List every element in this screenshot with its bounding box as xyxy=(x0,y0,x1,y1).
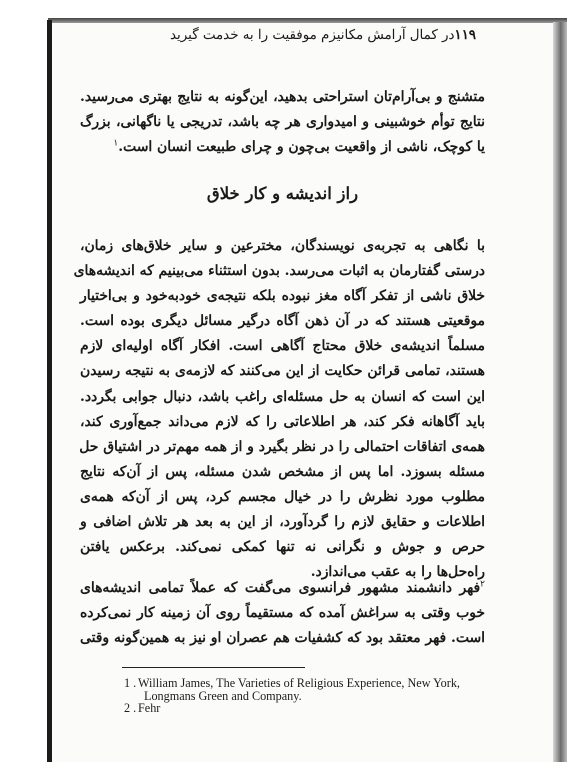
footnote-text: William James, The Varieties of Religious Experience, New York, xyxy=(138,676,460,690)
section-heading: راز اندیشه و کار خلاق xyxy=(206,184,359,203)
footnote-text-cont: Longmans Green and Company. xyxy=(144,688,302,703)
text-line: این است که انسان به حل مسئله‌ای راغب باشد، دنبال جوابی بگردد. xyxy=(80,388,485,405)
paragraph-3 xyxy=(80,576,485,651)
paragraph-2 xyxy=(73,234,485,585)
footnote-ref-2: ۲ xyxy=(480,579,485,590)
text-line: موقعیتی هستند که در آن ذهن آگاه درگیر مسائل دیگری بوده است. xyxy=(80,313,485,330)
text-line: درستی گفتارمان به اثبات می‌رسد. بدون استثناء می‌بینیم که اندیشه‌های xyxy=(73,263,485,280)
text-line: خوب وقتی به سراغش آمده که مستقیماً روی آن زمینه کار نمی‌کرده xyxy=(80,605,485,622)
text-line: راه‌حل‌ها را به عقب می‌اندازد. xyxy=(310,564,485,581)
footnote-number: 2 . xyxy=(124,701,137,716)
text-line-content: فهر دانشمند مشهور فرانسوی می‌گفت که عملاً تمامی اندیشه‌های xyxy=(80,580,481,596)
text-line: مسئله بسوزد. اما پس از مشخص شدن مسئله، پس از آن‌که نتایج xyxy=(80,463,485,480)
text-line: هستند، تمامی قرائن حکایت از این می‌کنند که لازمه‌ی به نتیجه رسیدن xyxy=(80,363,485,380)
footnotes xyxy=(124,677,544,715)
text-line: مسلماً اندیشه‌ی خلاق محتاج آگاهی است. افکار آگاه اولیه‌ای لازم xyxy=(80,338,485,355)
page-edge-right xyxy=(553,22,567,762)
text-line xyxy=(80,135,485,160)
footnote-number: 1 . xyxy=(124,676,137,690)
text-line: باید آگاهانه فکر کند، هر اطلاعاتی را که لازم می‌داند جمع‌آوری کند، xyxy=(80,413,485,430)
page-number: ۱۱۹ xyxy=(454,27,476,43)
footnote-1 xyxy=(124,677,544,702)
text-line: نتایج توأم خوشبینی و امیدواری هر چه باشد، تدریجی یا ناگهانی، بزرگ xyxy=(80,114,485,131)
footnote-2 xyxy=(124,702,544,715)
footnote-divider xyxy=(122,667,305,668)
text-line: خلاق ناشی از تفکر آگاه مغز نبوده بلکه نتیجه‌ی خودبه‌خود و بی‌اختیار xyxy=(80,288,485,305)
text-line: حرص و جوش و نگرانی نه تنها کمکی نمی‌کند. برعکس یافتن xyxy=(80,539,485,556)
text-line: با نگاهی به تجربه‌ی نویسندگان، مخترعین و سایر خلاق‌های زمان، xyxy=(80,238,485,254)
text-line: اطلاعات و حقایق لازم را گردآورد، از این به بعد هر تلاش اضافی و xyxy=(80,514,485,531)
text-line: متشنج و بی‌آرام‌تان استراحتی بدهید، این‌گونه به نتایج بهتری می‌رسید. xyxy=(80,89,485,105)
running-header xyxy=(160,27,485,43)
text-line-content: یا کوچک، ناشی از واقعیت بی‌چون و چرای طبیعت انسان است. xyxy=(118,139,485,156)
text-line: همه‌ی اتفاقات احتمالی را در نظر بگیرد و از همه مهم‌تر در اشتیاق حل xyxy=(79,438,485,455)
text-line xyxy=(80,576,485,601)
paragraph-1 xyxy=(80,85,485,160)
text-line: است. فهر معتقد بود که کشفیات هم عصران او نیز به همین‌گونه وقتی xyxy=(80,630,485,647)
footnote-ref-1: ۱ xyxy=(113,138,119,149)
footnote-text: Fehr xyxy=(138,701,161,716)
running-title: در کمال آرامش مکانیزم موفقیت را به خدمت گیرید xyxy=(170,28,455,43)
text-line: مطلوب مورد نظرش را در خیال مجسم کرد، پس از آن‌که همه‌ی xyxy=(80,488,485,505)
